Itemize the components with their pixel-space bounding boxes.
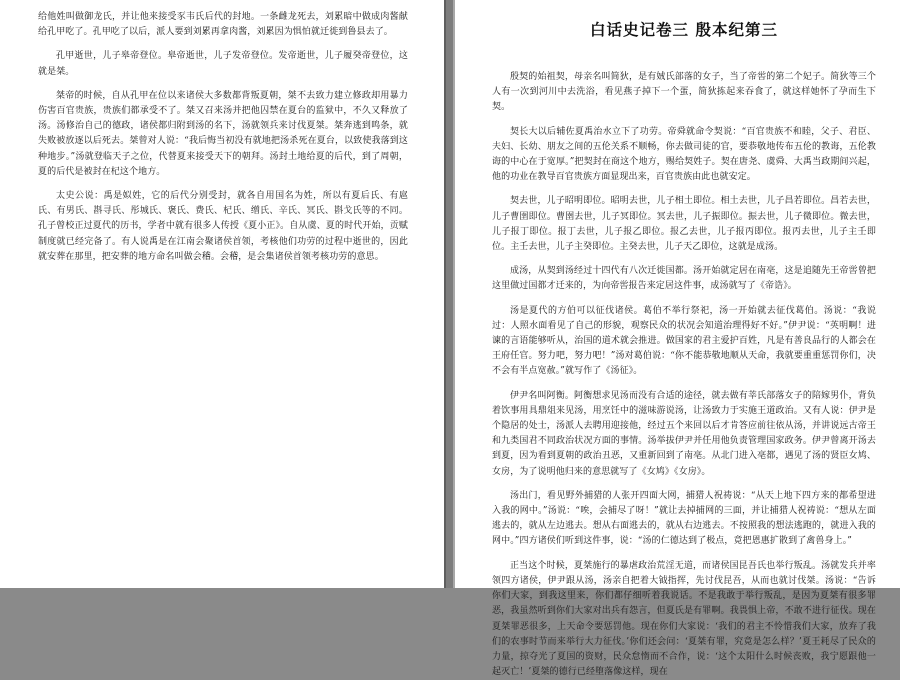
right-page [455, 0, 900, 678]
right-paragraph-1: 殷契的始祖契，母亲名叫简狄，是有娀氏部落的女子，当了帝喾的第二个妃子。简狄等三个人有一次到河川中去洗浴，看见燕子掉下一个蛋，简狄拣起来吞食了，就这样她怀了孕而生下契。 [492, 72, 876, 113]
left-paragraph-1: 给他姓叫做御龙氏，并让他来接受豕韦氏后代的封地。一条雌龙死去，刘累暗中做成肉酱献给孔甲吃了。孔甲吃了以后，派人要到刘累再拿肉酱，刘累因为惧怕就迁徙到鲁县去了。 [38, 12, 408, 38]
chapter-title: 白话史记卷三 殷本纪第三 [590, 20, 778, 39]
right-paragraph-7: 汤出门，看见野外捕猎的人张开四面大网，捕猎人祝祷说：“从天上地下四方来的都希望进入我的网中。”汤说：“唉，会捕尽了呀！”就让去掉捕网的三面，并让捕猎人祝祷说：“想从左面逃去的，就从左边逃去。想从右面逃去的，就从右边逃去。不按照我的想法逃跑的，就进入我的网中。”四方诸侯们听到这件事，说：“汤的仁德达到了极点，竟把恩惠扩散到了禽兽身上。” [492, 490, 876, 547]
right-paragraph-5: 汤是夏代的方伯可以征伐诸侯。葛伯不举行祭祀，汤一开始就去征伐葛伯。汤说：“我说过：人照水面看见了自己的形貌，观察民众的状况会知道治理得好不好。”伊尹说：“英明啊！进谏的言语能够听从，治国的道术就会推进。做国家的君主爱护百姓，凡是有善良品行的人都会在王府任官。努力吧，努力吧！”汤对葛伯说：“你不能恭敬地顺从天命，我就要重重惩罚你们，决不会有半点宽赦。”就写作了《汤征》。 [492, 305, 876, 377]
right-paragraph-4: 成汤，从契到汤经过十四代有八次迁徙国都。汤开始就定居在南亳，这是追随先王帝喾曾把这里做过国都才迁来的，为向帝喾报告来定居这件事，成汤就写了《帝诰》。 [492, 266, 876, 292]
left-paragraph-3: 桀帝的时候，自从孔甲在位以来诸侯大多数都背叛夏朝，桀不去致力建立修政却用暴力伤害百官贵族，贵族们都承受不了。桀又召来汤并把他囚禁在夏台的监狱中，不久又释放了汤。汤修治自己的德政，诸侯都归附到汤的名下，汤就领兵来讨伐夏桀。桀奔逃到鸣条，就失败被放逐以后死去。桀曾对人说：“我后悔当初没有就地把汤杀死在夏台，以致使我落到这种地步。”汤就登临天子之位，代替夏来接受天下的朝拜。汤封土地给夏的后代，到了周朝，夏的后代是被封在杞这个地方。 [38, 90, 408, 177]
right-paragraph-3: 契去世，儿子昭明即位。昭明去世，儿子相土即位。相土去世，儿子昌若即位。昌若去世，儿子曹圉即位。曹圉去世，儿子冥即位。冥去世，儿子振即位。振去世，儿子微即位。微去世，儿子报丁即位。报丁去世，儿子报乙即位。报乙去世，儿子报丙即位。报丙去世，儿子主壬即位。主壬去世，儿子主癸即位。主癸去世，儿子天乙即位，这就是成汤。 [492, 196, 876, 253]
left-paragraph-2: 孔甲逝世，儿子皋帝登位。皋帝逝世，儿子发帝登位。发帝逝世，儿子履癸帝登位，这就是桀。 [38, 51, 408, 77]
left-page [0, 0, 444, 588]
right-paragraph-6: 伊尹名叫阿衡。阿衡想求见汤而没有合适的途径，就去做有莘氏部落女子的陪嫁男仆，背负着饮事用具鼎俎来见汤，用烹饪中的滋味游说汤，让汤致力于实施王道政治。又有人说：伊尹是个隐居的处士，汤派人去聘用迎接他，经过五个来回以后才肯答应前往依从汤，并讲说远古帝王和九类国君不同政治状况方面的事情。汤举拔伊尹并任用他负责管理国家政务。伊尹曾离开汤去到夏，因为看到夏朝的政治丑恶，又重新回到了南亳。从北门进入亳都，遇见了汤的贤臣女鸠、女房，为了说明他归来的意思就写了《女鸠》《女房》。 [492, 390, 876, 477]
left-paragraph-4: 太史公说：禹是姒姓，它的后代分别受封，就各自用国名为姓，所以有夏后氏、有扈氏、有男氏、斟寻氏、彤城氏、褒氏、费氏、杞氏、缯氏、辛氏、冥氏、斟戈氏等的不同。孔子曾校正过夏代的历书，学者中就有很多人传授《夏小正》。自从虞、夏的时代开始，贡赋制度就已经完备了。有人说禹是在江南会聚诸侯首领，考核他们功劳的过程中逝世的，因此就安葬在那里，把安葬的地方命名叫做会稽。会稽，是会集诸侯首领考核功劳的意思。 [38, 191, 408, 262]
page-gutter [444, 0, 455, 588]
right-paragraph-8: 正当这个时候，夏桀施行的暴虐政治荒淫无道，而诸侯国昆吾氏也举行叛乱。汤就发兵并率领四方诸侯，伊尹跟从汤，汤亲自把着大钺指挥，先讨伐昆吾，从而也就讨伐桀。汤说：“告诉你们大家，到我这里来，你们都仔细听着我说话。不是我敢于举行叛乱，是因为夏桀有很多罪恶，我虽然听到你们大家对出兵有怨言，但夏氏是有罪啊。我畏惧上帝，不敢不进行征伐。现在夏桀罪恶很多，上天命令要惩罚他。现在你们大家说：‘我们的君主不怜惜我们大家，放弃了我们的农事时节而来举行大力征伐。’你们还会问：‘夏桀有罪，究竟是怎么样？’夏王耗尽了民众的力量，掠夺光了夏国的资财，民众怠惰而不合作，说：‘这个太阳什么时候丧败，我宁愿跟他一起灭亡！’夏桀的德行已经堕落像这样，现在 [492, 560, 876, 678]
right-paragraph-2: 契长大以后辅佐夏禹治水立下了功劳。帝舜就命令契说：“百官贵族不和睦，父子、君臣、夫妇、长幼、朋友之间的五伦关系不顺畅，你去做司徒的官，要恭敬地传布五伦的教诲，五伦教诲的中心在于宽厚。”把契封在商这个地方，赐给契姓子。契在唐尧、虞舜、大禹当政期间兴起，他的功业在教导百官贵族方面显现出来，百官贵族由此也就安定。 [492, 126, 876, 183]
